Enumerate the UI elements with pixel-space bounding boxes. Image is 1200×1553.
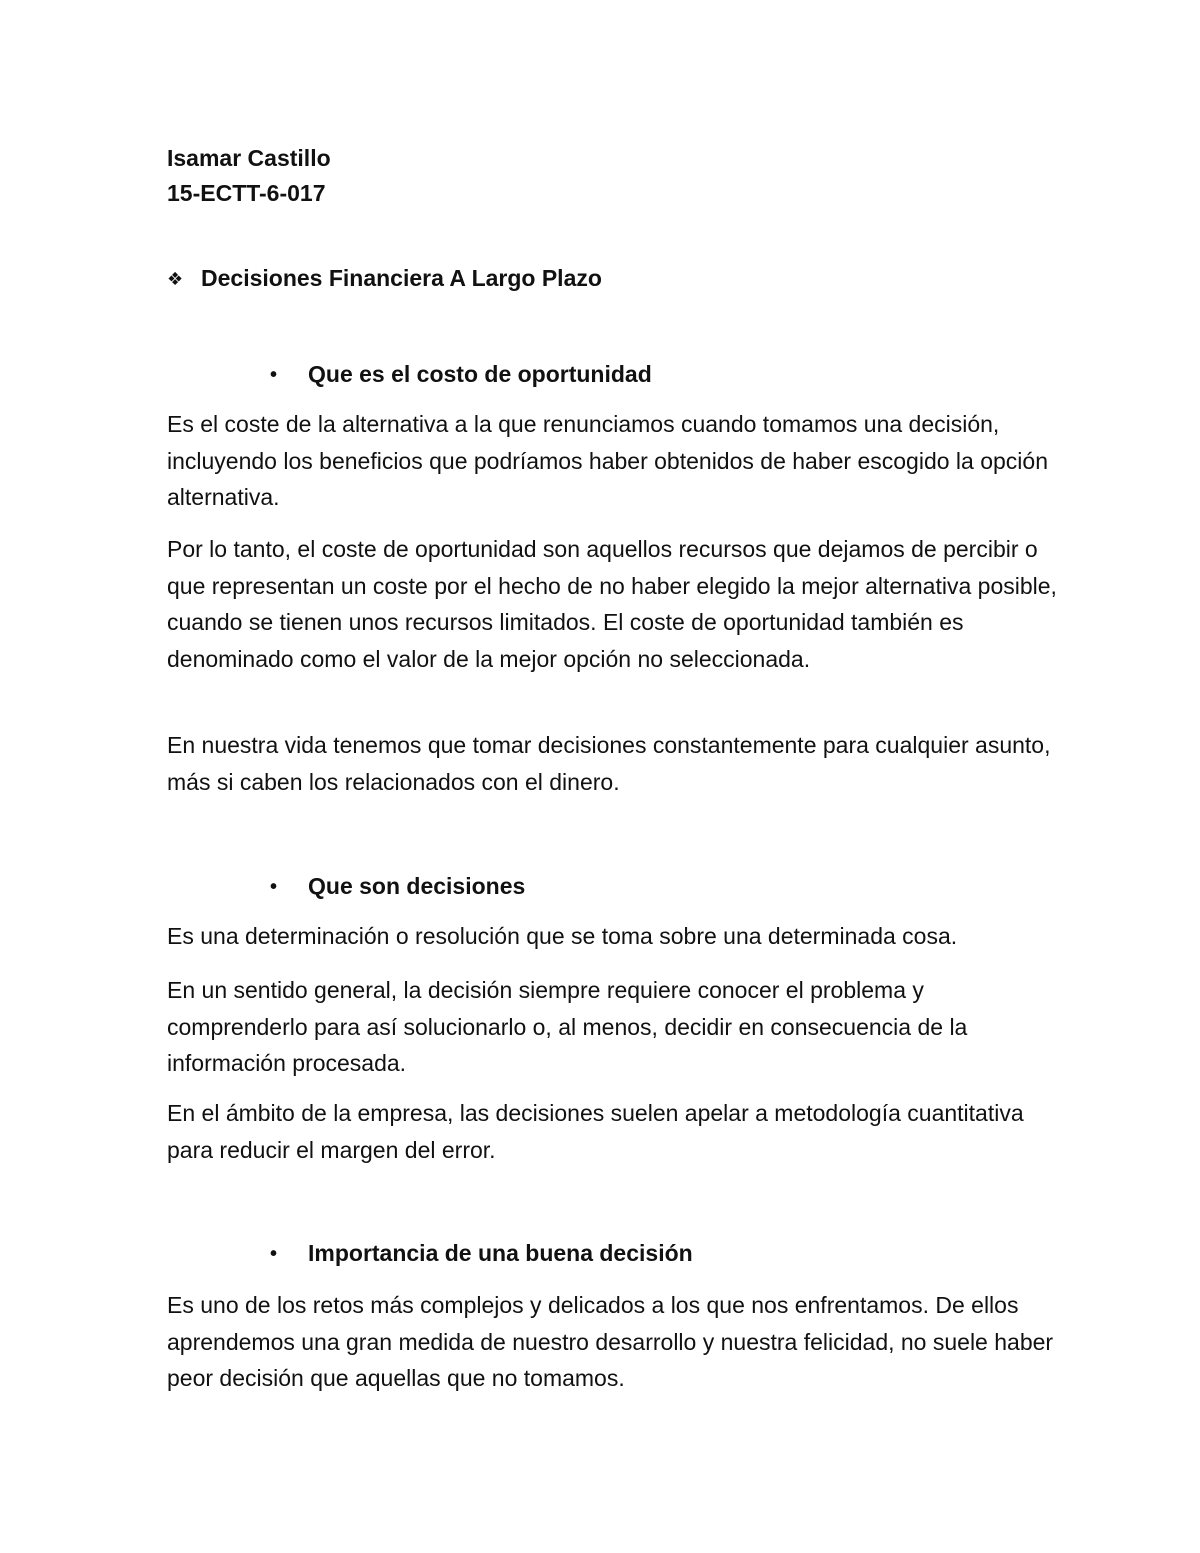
author-name: Isamar Castillo (167, 145, 331, 171)
section-heading-costo-oportunidad (270, 356, 652, 393)
bullet-icon: • (270, 364, 278, 386)
main-heading-text: Decisiones Financiera A Largo Plazo (201, 265, 602, 291)
paragraph: Por lo tanto, el coste de oportunidad son aquellos recursos que dejamos de percibir o que representan un coste por el hecho de no haber elegido la mejor alternativa posible, cuando se tienen unos recursos limitados. El coste de oportunidad también es denominado como el valor de la mejor opción no seleccionada. (167, 536, 1057, 672)
section-heading-text: Que son decisiones (308, 873, 526, 899)
bullet-icon: • (270, 876, 278, 898)
author-id: 15-ECTT-6-017 (167, 180, 326, 206)
diamond-bullet-icon: ❖ (167, 269, 184, 289)
paragraph: Es uno de los retos más complejos y delicados a los que nos enfrentamos. De ellos aprendemos una gran medida de nuestro desarrollo y nuestra felicidad, no suele haber peor decisión que aquellas que no tomamos. (167, 1292, 1054, 1391)
paragraph: En el ámbito de la empresa, las decisiones suelen apelar a metodología cuantitativa para reducir el margen del error. (167, 1100, 1024, 1163)
paragraph: Es una determinación o resolución que se toma sobre una determinada cosa. (167, 923, 958, 949)
paragraph: En un sentido general, la decisión siempre requiere conocer el problema y comprenderlo para así solucionarlo o, al menos, decidir en consecuencia de la información procesada. (167, 977, 968, 1076)
bullet-icon: • (270, 1243, 278, 1265)
section-heading-importancia (270, 1235, 693, 1272)
paragraph: Es el coste de la alternativa a la que renunciamos cuando tomamos una decisión, incluyendo los beneficios que podríamos haber obtenidos de haber escogido la opción alternativa. (167, 411, 1048, 510)
main-heading (167, 260, 602, 297)
section-heading-decisiones (270, 868, 525, 905)
section-heading-text: Que es el costo de oportunidad (308, 361, 652, 387)
section-heading-text: Importancia de una buena decisión (308, 1240, 693, 1266)
paragraph: En nuestra vida tenemos que tomar decisiones constantemente para cualquier asunto, más si caben los relacionados con el dinero. (167, 732, 1051, 795)
